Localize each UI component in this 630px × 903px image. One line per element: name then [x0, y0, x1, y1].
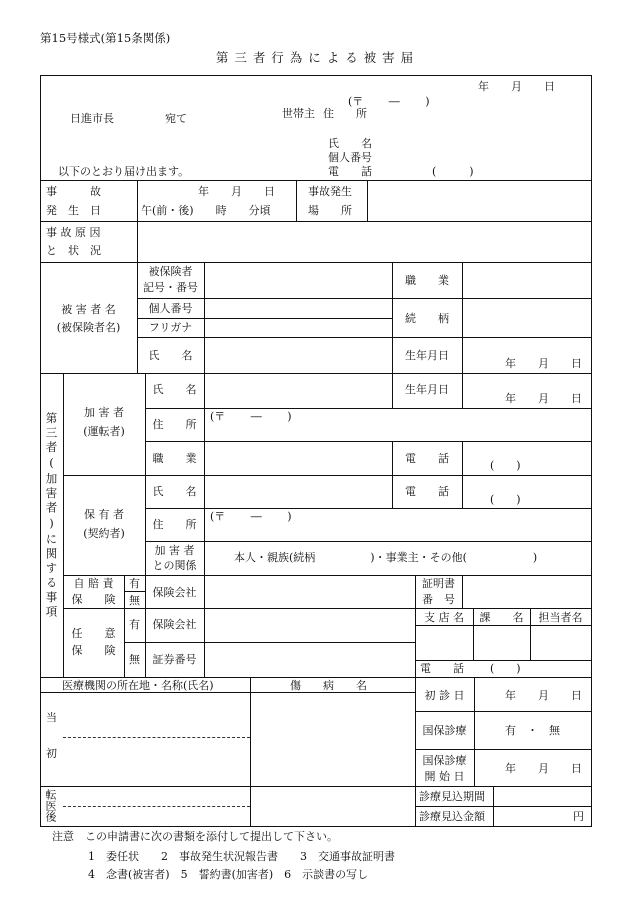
relation-label: 加 害 者 [154, 544, 195, 557]
declaration-text: 以下のとおり届け出ます。 [58, 165, 190, 178]
perpetrator-name-label: 氏 名 [152, 383, 197, 396]
postal-code[interactable]: (〒 ― ) [348, 95, 430, 108]
compulsory-insurer-label: 保険会社 [152, 586, 197, 599]
compulsory-insurance-label: 自 賠 責 [73, 577, 114, 590]
accident-time-field[interactable]: 午(前・後) 時 分頃 [141, 204, 271, 217]
owner-name-label: 氏 名 [152, 485, 197, 498]
victim-occupation-label: 職 業 [405, 274, 449, 287]
householder-phone-field[interactable]: ( ) [432, 165, 474, 178]
note-lead: 注意 この申請書に次の書類を添付して提出して下さい。 [52, 830, 338, 843]
note-attachments-2: 4 念書(被害者) 5 誓約書(加害者) 6 示談書の写し [88, 868, 369, 881]
insured-number-label-2: 記号・番号 [143, 281, 198, 294]
yen-unit: 円 [573, 810, 584, 823]
voluntary-insurer-label: 保険会社 [152, 618, 197, 631]
nhi-label: 国保診療 [422, 724, 467, 737]
perpetrator-occupation-label: 職 業 [152, 452, 197, 465]
section-label: 課 名 [479, 611, 524, 624]
insured-number-label: 被保険者 [148, 265, 193, 278]
owner-phone-field[interactable]: ( ) [490, 493, 521, 506]
form-number: 第15号様式(第15条関係) [40, 31, 171, 45]
voluntary-insurance-label-2: 保 険 [71, 644, 116, 657]
owner-phone-label: 電 話 [405, 485, 449, 498]
third-party-side-label: 第三者(加害者)に関する事項 [44, 412, 59, 620]
voluntary-insurance-label: 任 意 [71, 627, 116, 640]
compulsory-yes-option[interactable]: 有 [129, 577, 140, 590]
initial-label-2: 初 [46, 747, 57, 760]
owner-address-label: 住 所 [152, 518, 197, 531]
transfer-label: 転医後 [44, 789, 57, 822]
owner-label: 保 有 者 [84, 508, 124, 521]
victim-birth-field[interactable]: 年 月 日 [505, 357, 582, 370]
victim-label-2: (被保険者名) [56, 321, 121, 334]
perpetrator-label: 加 害 者 [84, 406, 124, 419]
voluntary-no-option[interactable]: 無 [129, 653, 140, 666]
medical-institution-label: 医療機関の所在地・名称(氏名) [62, 679, 214, 692]
perpetrator-birth-field[interactable]: 年 月 日 [505, 392, 582, 405]
voluntary-yes-option[interactable]: 有 [129, 618, 140, 631]
nhi-start-field[interactable]: 年 月 日 [505, 762, 582, 775]
insurer-phone-field[interactable]: ( ) [490, 662, 521, 675]
certificate-label: 証明書 [422, 577, 455, 590]
person-in-charge-label: 担当者名 [538, 611, 583, 624]
victim-furigana-label: フリガナ [148, 321, 193, 334]
accident-date-label-2: 発 生 日 [46, 204, 101, 217]
perpetrator-phone-label: 電 話 [405, 452, 449, 465]
disease-label: 傷 病 名 [290, 679, 367, 692]
first-visit-label: 初 診 日 [424, 689, 465, 702]
nhi-start-label: 国保診療 [422, 754, 467, 767]
nhi-options[interactable]: 有 ・ 無 [505, 724, 560, 737]
householder-individual-no-label: 個人番号 [328, 151, 372, 164]
perpetrator-label-2: (運転者) [83, 425, 125, 438]
certificate-label-2: 番 号 [422, 593, 455, 606]
compulsory-insurance-label-2: 保 険 [71, 593, 116, 606]
initial-label: 当 [46, 711, 57, 724]
note-attachments-1: 1 委任状 2 事故発生状況報告書 3 交通事故証明書 [88, 850, 395, 863]
perpetrator-phone-field[interactable]: ( ) [490, 459, 521, 472]
householder-name-label: 氏 名 [328, 137, 372, 150]
victim-birth-label: 生年月日 [405, 349, 449, 362]
first-visit-field[interactable]: 年 月 日 [505, 689, 582, 702]
relation-options[interactable]: 本人・親族(続柄 )・事業主・その他( ) [234, 551, 538, 564]
owner-postal-field[interactable]: (〒 ― ) [210, 510, 292, 523]
addressee-label: 宛て [165, 112, 187, 125]
accident-date-label: 事 故 [46, 185, 101, 198]
victim-individual-no-label: 個人番号 [148, 302, 193, 315]
mayor-label: 日進市長 [70, 112, 114, 125]
perpetrator-postal-field[interactable]: (〒 ― ) [210, 410, 292, 423]
householder-label: 世帯主 [282, 107, 315, 120]
victim-relation-label: 続 柄 [405, 312, 449, 325]
submission-date[interactable]: 年 月 日 [478, 80, 555, 93]
insurer-phone-label: 電 話 [420, 662, 464, 675]
householder-address-label: 住 所 [323, 107, 367, 120]
policy-number-label: 証券番号 [152, 653, 197, 666]
compulsory-no-option[interactable]: 無 [129, 594, 140, 607]
page-title: 第 三 者 行 為 に よ る 被 害 届 [215, 50, 415, 65]
accident-cause-label-2: と 状 況 [46, 244, 101, 257]
nhi-start-label-2: 開 始 日 [424, 770, 465, 783]
victim-name-label: 氏 名 [148, 349, 193, 362]
accident-place-label: 事故発生 [308, 185, 352, 198]
perpetrator-address-label: 住 所 [152, 418, 197, 431]
householder-phone-label: 電 話 [328, 165, 372, 178]
owner-label-2: (契約者) [83, 527, 125, 540]
treatment-period-label: 診療見込期間 [419, 790, 485, 803]
accident-cause-label: 事 故 原 因 [46, 226, 101, 239]
victim-label: 被 害 者 名 [61, 303, 116, 316]
accident-date-field[interactable]: 年 月 日 [198, 185, 275, 198]
accident-place-label-2: 場 所 [308, 204, 352, 217]
perpetrator-birth-label: 生年月日 [405, 383, 449, 396]
branch-label: 支 店 名 [424, 611, 464, 624]
relation-label-2: との関係 [152, 559, 197, 572]
treatment-amount-label: 診療見込金額 [419, 810, 485, 823]
